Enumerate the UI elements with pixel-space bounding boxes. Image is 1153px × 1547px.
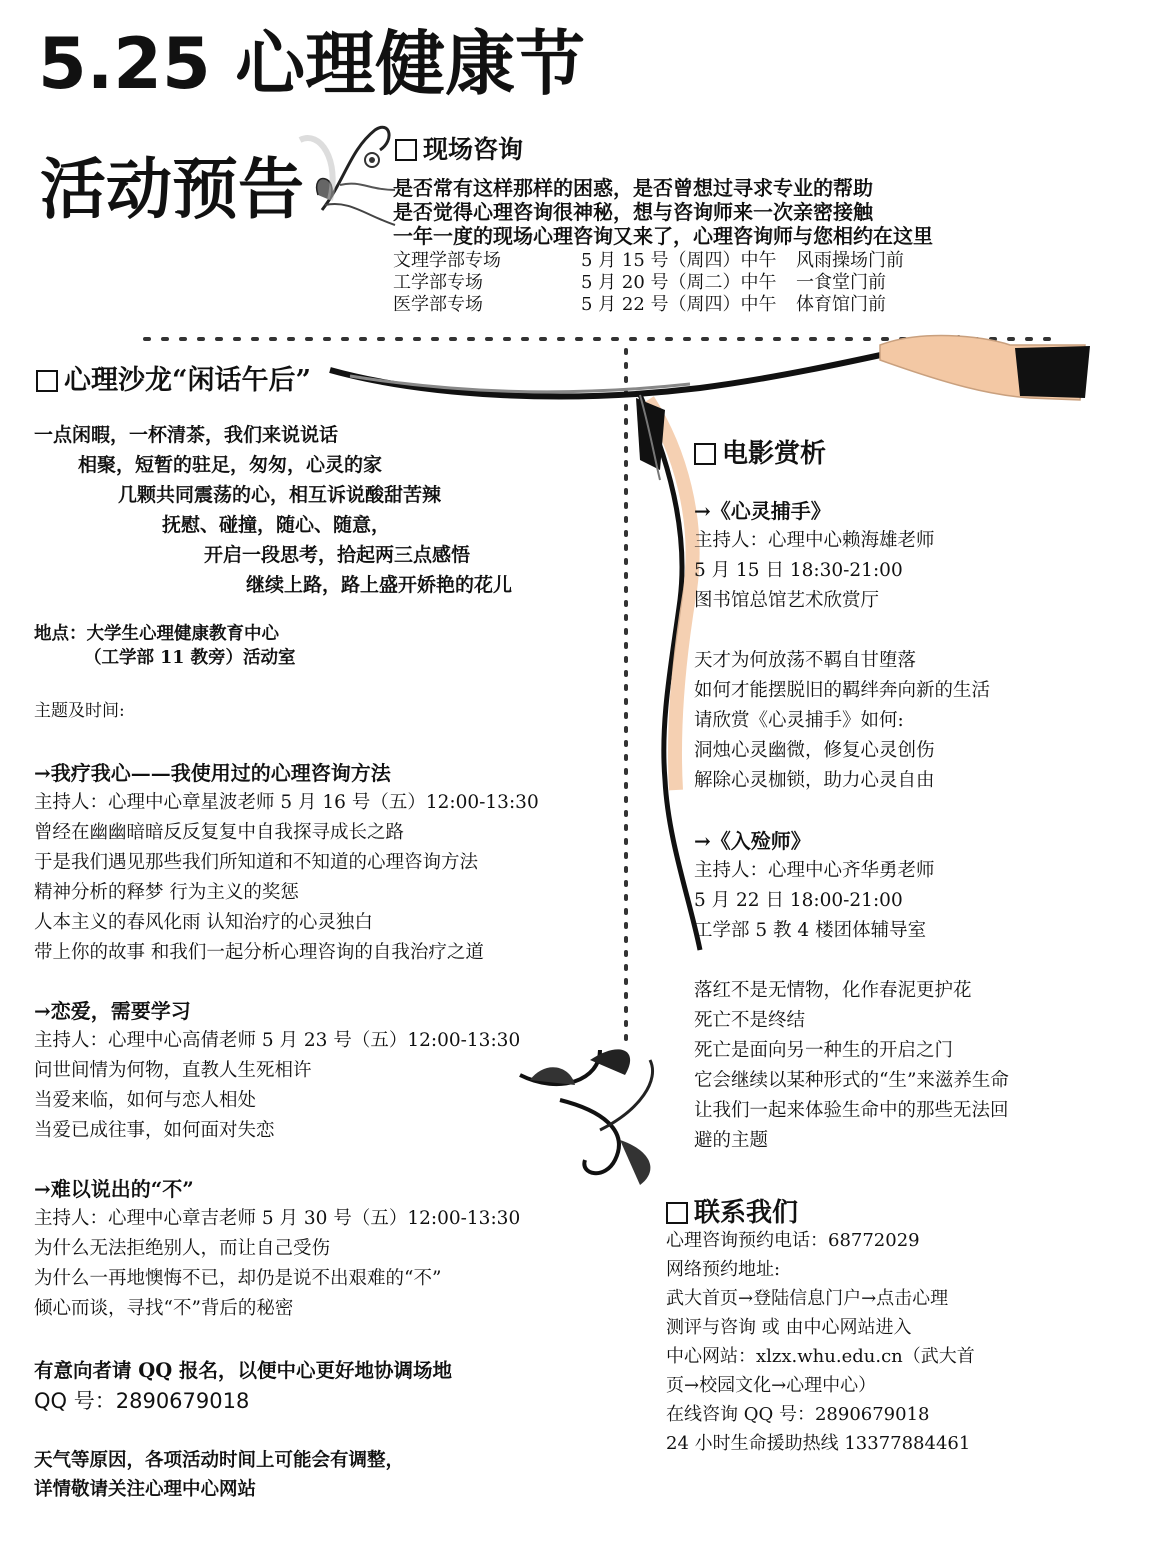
- session-row: [393, 250, 904, 272]
- contact-line: 网络预约地址:: [666, 1259, 781, 1280]
- location-line: （工学部 11 教旁）活动室: [84, 648, 296, 668]
- consult-intro-line: 是否觉得心理咨询很神秘，想与咨询师来一次亲密接触: [393, 200, 873, 224]
- contact-line: 心理咨询预约电话：68772029: [666, 1230, 920, 1251]
- qq-note: 有意向者请 QQ 报名，以便中心更好地协调场地: [34, 1359, 453, 1382]
- session-dept: 工学部专场: [393, 272, 483, 293]
- session-time: 5 月 22 号（周四）中午: [581, 294, 777, 315]
- poem-line: 相聚，短暂的驻足，匆匆，心灵的家: [78, 454, 383, 476]
- contact-line: 在线咨询 QQ 号：2890679018: [666, 1404, 930, 1425]
- topic-title: →难以说出的“不”: [34, 1177, 194, 1201]
- movie-line: 它会继续以某种形式的“生”来滋养生命: [694, 1070, 1009, 1091]
- poem-line: 抚慰、碰撞，随心、随意，: [162, 514, 391, 536]
- qq-number: QQ 号：2890679018: [34, 1389, 250, 1413]
- movie-line: 请欣赏《心灵捕手》如何:: [694, 710, 904, 731]
- topic-host: 主持人：心理中心章吉老师 5 月 30 号（五）12:00-13:30: [34, 1208, 521, 1229]
- session-dept: 医学部专场: [393, 294, 483, 315]
- checkbox-icon: [694, 443, 716, 465]
- topic-line: 精神分析的释梦 行为主义的奖惩: [34, 882, 299, 903]
- session-place: 体育馆门前: [796, 294, 886, 315]
- movie-line: 避的主题: [694, 1130, 769, 1151]
- movie-place: 工学部 5 教 4 楼团体辅导室: [694, 920, 927, 941]
- weather-note: [34, 1446, 404, 1504]
- movie-item: [694, 826, 1134, 1156]
- salon-heading: [36, 358, 311, 397]
- movie-title: →《心灵捕手》: [694, 499, 831, 523]
- contact-line: 中心网站：xlzx.whu.edu.cn（武大首: [666, 1346, 975, 1367]
- consult-intro: [393, 176, 933, 248]
- contact-line: 页→校园文化→心理中心）: [666, 1375, 877, 1396]
- movie-line: 死亡不是终结: [694, 1010, 806, 1031]
- topic-line: 当爱来临，如何与恋人相处: [34, 1090, 257, 1111]
- consult-intro-line: 是否常有这样那样的困惑，是否曾想过寻求专业的帮助: [393, 176, 873, 200]
- movies-heading: [694, 433, 826, 470]
- topic-line: 为什么无法拒绝别人，而让自己受伤: [34, 1238, 331, 1259]
- session-row: [393, 294, 904, 316]
- movies-heading-label: 电影赏析: [722, 439, 827, 469]
- weather-line: 天气等原因，各项活动时间上可能会有调整，: [34, 1450, 405, 1471]
- movie-time: 5 月 22 日 18:00-21:00: [694, 890, 903, 911]
- checkbox-icon: [666, 1202, 688, 1224]
- poem-line: 几颗共同震荡的心，相互诉说酸甜苦辣: [118, 484, 442, 506]
- topic-line: 问世间情为何物，直教人生死相许: [34, 1060, 312, 1081]
- themes-label: 主题及时间:: [34, 701, 125, 721]
- contact-heading-label: 联系我们: [694, 1198, 799, 1228]
- salon-heading-label: 心理沙龙“闲话午后”: [64, 365, 312, 396]
- movie-item: [694, 496, 1134, 796]
- checkbox-icon: [395, 139, 417, 161]
- session-place: 一食堂门前: [796, 272, 886, 293]
- movie-time: 5 月 15 日 18:30-21:00: [694, 560, 903, 581]
- poem-line: 开启一段思考，拾起两三点感悟: [204, 544, 471, 566]
- movie-line: 死亡是面向另一种生的开启之门: [694, 1040, 954, 1061]
- topic-line: 当爱已成往事，如何面对失恋: [34, 1120, 275, 1141]
- topic-line: 人本主义的春风化雨 认知治疗的心灵独白: [34, 912, 373, 933]
- movie-line: 如何才能摆脱旧的羁绊奔向新的生活: [694, 680, 991, 701]
- topic-host: 主持人：心理中心高倩老师 5 月 23 号（五）12:00-13:30: [34, 1030, 521, 1051]
- weather-line: 详情敬请关注心理中心网站: [34, 1479, 257, 1500]
- consult-sessions: [393, 250, 904, 316]
- salon-topic: [34, 996, 634, 1146]
- movie-title: →《入殓师》: [694, 829, 811, 853]
- contact-info: [666, 1226, 1136, 1458]
- page-title: 5.25 心理健康节: [38, 23, 586, 105]
- movie-line: 落红不是无情物，化作春泥更护花: [694, 980, 972, 1001]
- movie-host: 主持人：心理中心赖海雄老师: [694, 530, 935, 551]
- session-time: 5 月 20 号（周二）中午: [581, 272, 777, 293]
- poem-line: 继续上路，路上盛开娇艳的花儿: [246, 574, 513, 596]
- movie-host: 主持人：心理中心齐华勇老师: [694, 860, 935, 881]
- consult-heading: [395, 130, 523, 166]
- movie-place: 图书馆总馆艺术欣赏厅: [694, 590, 880, 611]
- topic-line: 倾心而谈，寻找“不”背后的秘密: [34, 1298, 294, 1319]
- contact-line: 武大首页→登陆信息门户→点击心理: [666, 1288, 949, 1309]
- movie-line: 让我们一起来体验生命中的那些无法回: [694, 1100, 1009, 1121]
- signup-note: [34, 1356, 452, 1416]
- poem-line: 一点闲暇，一杯清茶，我们来说说话: [34, 424, 339, 446]
- salon-topic: [34, 758, 634, 968]
- salon-location: [34, 622, 296, 670]
- checkbox-icon: [36, 370, 58, 392]
- location-line: 地点：大学生心理健康教育中心: [34, 624, 279, 644]
- topic-line: 为什么一再地懊悔不已，却仍是说不出艰难的“不”: [34, 1268, 442, 1289]
- session-row: [393, 272, 904, 294]
- salon-topic: [34, 1174, 654, 1324]
- consult-heading-label: 现场咨询: [423, 135, 524, 164]
- topic-line: 曾经在幽幽暗暗反反复复中自我探寻成长之路: [34, 822, 405, 843]
- consult-intro-line: 一年一度的现场心理咨询又来了，心理咨询师与您相约在这里: [393, 224, 933, 248]
- session-time: 5 月 15 号（周四）中午: [581, 250, 777, 271]
- movie-line: 解除心灵枷锁，助力心灵自由: [694, 770, 935, 791]
- session-dept: 文理学部专场: [393, 250, 501, 271]
- contact-heading: [666, 1192, 798, 1229]
- topic-line: 带上你的故事 和我们一起分析心理咨询的自我治疗之道: [34, 942, 484, 963]
- topic-title: →恋爱，需要学习: [34, 999, 191, 1023]
- movie-line: 天才为何放荡不羁自甘堕落: [694, 650, 917, 671]
- contact-line: 测评与咨询 或 由中心网站进入: [666, 1317, 912, 1338]
- topic-host: 主持人：心理中心章星波老师 5 月 16 号（五）12:00-13:30: [34, 792, 539, 813]
- salon-poem: [34, 420, 512, 600]
- topic-title: →我疗我心——我使用过的心理咨询方法: [34, 761, 391, 785]
- page-subtitle: 活动预告: [40, 151, 304, 228]
- movie-line: 洞烛心灵幽微，修复心灵创伤: [694, 740, 935, 761]
- topic-line: 于是我们遇见那些我们所知道和不知道的心理咨询方法: [34, 852, 479, 873]
- contact-line: 24 小时生命援助热线 13377884461: [666, 1433, 971, 1454]
- session-place: 风雨操场门前: [796, 250, 904, 271]
